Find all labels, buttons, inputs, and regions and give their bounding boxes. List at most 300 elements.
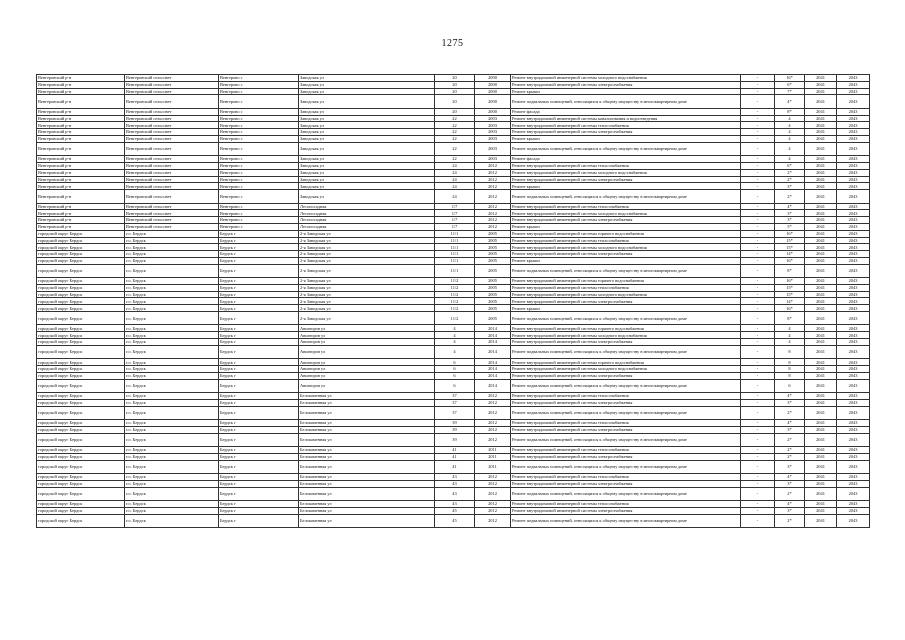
cell-settlement: Венгерово с [219, 217, 299, 224]
cell-house-number: 24 [435, 169, 475, 176]
cell-house-number: 41 [435, 460, 475, 473]
cell-marker: - [741, 122, 775, 129]
cell-municipality: г.о. Бердск [125, 291, 219, 298]
cell-marker: - [741, 183, 775, 190]
cell-street: Заводская ул [299, 176, 435, 183]
cell-estimate: 4 [775, 339, 805, 346]
cell-marker: - [741, 473, 775, 480]
cell-estimate: 4 [775, 156, 805, 163]
cell-year-built: 2003 [475, 142, 511, 155]
cell-street: Белокаменная ул [299, 480, 435, 487]
cell-work-type: Ремонт крыши [511, 257, 741, 264]
cell-year-built: 2005 [475, 257, 511, 264]
cell-estimate: 4 [775, 122, 805, 129]
cell-end-year: 2043 [837, 217, 870, 224]
cell-estimate: 3* [775, 507, 805, 514]
cell-start-year: 2041 [805, 190, 837, 203]
cell-street: Заводская ул [299, 162, 435, 169]
cell-municipality: г.о. Бердск [125, 447, 219, 454]
cell-municipality: г.о. Бердск [125, 406, 219, 419]
cell-house-number: 22 [435, 122, 475, 129]
cell-year-built: 2005 [475, 278, 511, 285]
cell-marker: - [741, 305, 775, 312]
cell-estimate: 3* [775, 217, 805, 224]
cell-district: Венгеровский р-н [37, 129, 125, 136]
table-row [37, 81, 870, 88]
cell-house-number: 39 [435, 426, 475, 433]
cell-marker: - [741, 284, 775, 291]
cell-municipality: г.о. Бердск [125, 298, 219, 305]
cell-work-type: Ремонт подвальных помещений, относящихся к общему имуществу в многоквартирном доме [511, 95, 741, 108]
cell-settlement: Бердск г [219, 264, 299, 277]
cell-street: Лесопосадная [299, 223, 435, 230]
cell-end-year: 2043 [837, 426, 870, 433]
cell-marker: - [741, 514, 775, 527]
cell-work-type: Ремонт подвальных помещений, относящихся к общему имуществу в многоквартирном доме [511, 487, 741, 500]
cell-district: городской округ Бердск [37, 487, 125, 500]
cell-start-year: 2041 [805, 135, 837, 142]
cell-street: Заводская ул [299, 190, 435, 203]
cell-house-number: 4 [435, 345, 475, 358]
cell-municipality: Венгеровский сельсовет [125, 183, 219, 190]
cell-district: Венгеровский р-н [37, 169, 125, 176]
cell-work-type: Ремонт внутридомовой инженерной системы теплоснабжения [511, 162, 741, 169]
cell-estimate: 15* [775, 291, 805, 298]
cell-marker: - [741, 332, 775, 339]
cell-district: городской округ Бердск [37, 284, 125, 291]
cell-start-year: 2041 [805, 366, 837, 373]
cell-work-type: Ремонт внутридомовой инженерной системы теплоснабжения [511, 447, 741, 454]
cell-year-built: 2014 [475, 345, 511, 358]
cell-work-type: Ремонт внутридомовой инженерной системы электроснабжения [511, 217, 741, 224]
cell-start-year: 2041 [805, 379, 837, 392]
cell-end-year: 2043 [837, 278, 870, 285]
cell-start-year: 2041 [805, 122, 837, 129]
table-row [37, 122, 870, 129]
cell-street: Белокаменная ул [299, 500, 435, 507]
table-row [37, 325, 870, 332]
cell-work-type: Ремонт внутридомовой инженерной системы электроснабжения [511, 339, 741, 346]
cell-year-built: 2014 [475, 332, 511, 339]
cell-start-year: 2041 [805, 433, 837, 446]
cell-marker: - [741, 257, 775, 264]
cell-start-year: 2041 [805, 359, 837, 366]
cell-end-year: 2043 [837, 393, 870, 400]
cell-district: городской округ Бердск [37, 393, 125, 400]
cell-district: Венгеровский р-н [37, 142, 125, 155]
cell-start-year: 2041 [805, 230, 837, 237]
cell-house-number: 45 [435, 507, 475, 514]
cell-work-type: Ремонт внутридомовой инженерной системы горячего водоснабжения [511, 359, 741, 366]
cell-work-type: Ремонт внутридомовой инженерной системы теплоснабжения [511, 500, 741, 507]
cell-house-number: 22 [435, 129, 475, 136]
cell-year-built: 2014 [475, 379, 511, 392]
cell-work-type: Ремонт подвальных помещений, относящихся к общему имуществу в многоквартирном доме [511, 142, 741, 155]
cell-municipality: Венгеровский сельсовет [125, 190, 219, 203]
cell-start-year: 2041 [805, 217, 837, 224]
cell-year-built: 2005 [475, 291, 511, 298]
cell-district: Венгеровский р-н [37, 183, 125, 190]
cell-district: Венгеровский р-н [37, 156, 125, 163]
cell-municipality: Венгеровский сельсовет [125, 75, 219, 82]
cell-marker: - [741, 460, 775, 473]
table-row [37, 514, 870, 527]
cell-settlement: Венгерово с [219, 210, 299, 217]
cell-district: городской округ Бердск [37, 298, 125, 305]
cell-settlement: Бердск г [219, 251, 299, 258]
cell-district: городской округ Бердск [37, 447, 125, 454]
cell-work-type: Ремонт внутридомовой инженерной системы холодного водоснабжения [511, 169, 741, 176]
cell-work-type: Ремонт внутридомовой инженерной системы электроснабжения [511, 176, 741, 183]
cell-marker: - [741, 115, 775, 122]
cell-end-year: 2043 [837, 453, 870, 460]
table-row [37, 278, 870, 285]
cell-marker: - [741, 176, 775, 183]
cell-settlement: Венгерово с [219, 162, 299, 169]
cell-estimate: 15* [775, 237, 805, 244]
cell-marker: - [741, 244, 775, 251]
cell-district: Венгеровский р-н [37, 217, 125, 224]
cell-year-built: 2014 [475, 325, 511, 332]
cell-district: Венгеровский р-н [37, 95, 125, 108]
table-row [37, 251, 870, 258]
cell-settlement: Бердск г [219, 399, 299, 406]
cell-end-year: 2043 [837, 399, 870, 406]
cell-marker: - [741, 169, 775, 176]
cell-end-year: 2043 [837, 142, 870, 155]
cell-end-year: 2043 [837, 88, 870, 95]
cell-house-number: 20 [435, 95, 475, 108]
cell-year-built: 2005 [475, 264, 511, 277]
cell-house-number: 1/7 [435, 223, 475, 230]
table-row [37, 500, 870, 507]
cell-marker: - [741, 251, 775, 258]
cell-year-built: 2003 [475, 156, 511, 163]
cell-estimate: 15* [775, 284, 805, 291]
cell-year-built: 2005 [475, 244, 511, 251]
cell-end-year: 2043 [837, 122, 870, 129]
cell-house-number: 24 [435, 190, 475, 203]
cell-end-year: 2043 [837, 359, 870, 366]
cell-work-type: Ремонт подвальных помещений, относящихся к общему имуществу в многоквартирном доме [511, 433, 741, 446]
cell-work-type: Ремонт внутридомовой инженерной системы электроснабжения [511, 372, 741, 379]
cell-house-number: 1/7 [435, 217, 475, 224]
cell-municipality: г.о. Бердск [125, 433, 219, 446]
cell-work-type: Ремонт внутридомовой инженерной системы теплоснабжения [511, 420, 741, 427]
cell-street: Белокаменная ул [299, 433, 435, 446]
cell-estimate: 7* [775, 88, 805, 95]
cell-district: городской округ Бердск [37, 278, 125, 285]
cell-end-year: 2043 [837, 210, 870, 217]
cell-marker: - [741, 142, 775, 155]
cell-year-built: 2000 [475, 108, 511, 115]
cell-street: Авиаторов ул [299, 339, 435, 346]
cell-work-type: Ремонт внутридомовой инженерной системы горячего водоснабжения [511, 325, 741, 332]
cell-settlement: Бердск г [219, 298, 299, 305]
cell-street: Заводская ул [299, 88, 435, 95]
cell-year-built: 2012 [475, 393, 511, 400]
cell-end-year: 2043 [837, 176, 870, 183]
cell-estimate: 6* [775, 162, 805, 169]
cell-marker: - [741, 278, 775, 285]
table-row [37, 460, 870, 473]
cell-house-number: 11/2 [435, 305, 475, 312]
cell-municipality: г.о. Бердск [125, 325, 219, 332]
cell-settlement: Бердск г [219, 284, 299, 291]
cell-start-year: 2041 [805, 332, 837, 339]
cell-street: Заводская ул [299, 183, 435, 190]
cell-year-built: 2005 [475, 284, 511, 291]
cell-start-year: 2041 [805, 460, 837, 473]
cell-marker: - [741, 156, 775, 163]
table-row [37, 217, 870, 224]
cell-estimate: 4 [775, 115, 805, 122]
cell-district: Венгеровский р-н [37, 108, 125, 115]
cell-municipality: г.о. Бердск [125, 305, 219, 312]
cell-settlement: Венгерово с [219, 108, 299, 115]
table-row [37, 291, 870, 298]
cell-marker: - [741, 217, 775, 224]
cell-municipality: г.о. Бердск [125, 366, 219, 373]
cell-settlement: Бердск г [219, 345, 299, 358]
cell-marker: - [741, 108, 775, 115]
cell-settlement: Бердск г [219, 460, 299, 473]
cell-year-built: 2012 [475, 399, 511, 406]
cell-street: Белокаменная ул [299, 460, 435, 473]
cell-marker: - [741, 88, 775, 95]
cell-marker: - [741, 298, 775, 305]
cell-year-built: 2012 [475, 223, 511, 230]
table-row [37, 480, 870, 487]
cell-settlement: Венгерово с [219, 176, 299, 183]
cell-estimate: 16* [775, 278, 805, 285]
cell-street: Белокаменная ул [299, 514, 435, 527]
cell-end-year: 2043 [837, 372, 870, 379]
cell-end-year: 2043 [837, 473, 870, 480]
cell-street: Лесопосадная [299, 203, 435, 210]
cell-municipality: г.о. Бердск [125, 393, 219, 400]
cell-work-type: Ремонт крыши [511, 223, 741, 230]
cell-end-year: 2043 [837, 305, 870, 312]
cell-end-year: 2043 [837, 507, 870, 514]
cell-marker: - [741, 426, 775, 433]
cell-end-year: 2043 [837, 257, 870, 264]
cell-street: Заводская ул [299, 129, 435, 136]
cell-settlement: Бердск г [219, 237, 299, 244]
cell-street: 2-я Заводская ул [299, 257, 435, 264]
cell-start-year: 2041 [805, 399, 837, 406]
cell-street: Авиаторов ул [299, 345, 435, 358]
cell-municipality: г.о. Бердск [125, 372, 219, 379]
cell-marker: - [741, 453, 775, 460]
cell-marker: - [741, 223, 775, 230]
cell-year-built: 2003 [475, 135, 511, 142]
cell-house-number: 43 [435, 487, 475, 500]
cell-street: Заводская ул [299, 142, 435, 155]
cell-estimate: 4 [775, 332, 805, 339]
cell-year-built: 2012 [475, 176, 511, 183]
cell-year-built: 2014 [475, 339, 511, 346]
cell-settlement: Бердск г [219, 366, 299, 373]
cell-municipality: г.о. Бердск [125, 312, 219, 325]
cell-district: городской округ Бердск [37, 500, 125, 507]
table-row [37, 406, 870, 419]
cell-start-year: 2041 [805, 453, 837, 460]
cell-house-number: 22 [435, 142, 475, 155]
cell-year-built: 2012 [475, 500, 511, 507]
cell-house-number: 45 [435, 514, 475, 527]
cell-marker: - [741, 237, 775, 244]
cell-house-number: 11/2 [435, 284, 475, 291]
cell-work-type: Ремонт внутридомовой инженерной системы теплоснабжения [511, 393, 741, 400]
cell-work-type: Ремонт внутридомовой инженерной системы электроснабжения [511, 298, 741, 305]
cell-settlement: Бердск г [219, 514, 299, 527]
cell-start-year: 2041 [805, 108, 837, 115]
cell-estimate: 4* [775, 500, 805, 507]
cell-end-year: 2043 [837, 345, 870, 358]
table-row [37, 453, 870, 460]
cell-marker: - [741, 447, 775, 454]
cell-district: городской округ Бердск [37, 230, 125, 237]
cell-end-year: 2043 [837, 162, 870, 169]
cell-settlement: Венгерово с [219, 95, 299, 108]
cell-district: Венгеровский р-н [37, 176, 125, 183]
cell-house-number: 22 [435, 156, 475, 163]
cell-start-year: 2041 [805, 507, 837, 514]
cell-district: городской округ Бердск [37, 305, 125, 312]
cell-house-number: 6 [435, 359, 475, 366]
cell-municipality: Венгеровский сельсовет [125, 129, 219, 136]
cell-estimate: 5* [775, 223, 805, 230]
cell-estimate: 8 [775, 366, 805, 373]
table-row [37, 230, 870, 237]
cell-marker: - [741, 230, 775, 237]
cell-settlement: Венгерово с [219, 75, 299, 82]
cell-settlement: Бердск г [219, 487, 299, 500]
cell-municipality: Венгеровский сельсовет [125, 169, 219, 176]
cell-end-year: 2043 [837, 312, 870, 325]
table-row [37, 156, 870, 163]
cell-settlement: Бердск г [219, 379, 299, 392]
cell-municipality: г.о. Бердск [125, 359, 219, 366]
table-row [37, 264, 870, 277]
cell-start-year: 2041 [805, 75, 837, 82]
cell-house-number: 11/2 [435, 278, 475, 285]
cell-municipality: г.о. Бердск [125, 257, 219, 264]
cell-settlement: Бердск г [219, 500, 299, 507]
cell-district: городской округ Бердск [37, 399, 125, 406]
cell-house-number: 24 [435, 162, 475, 169]
cell-start-year: 2041 [805, 244, 837, 251]
cell-start-year: 2041 [805, 305, 837, 312]
cell-marker: - [741, 500, 775, 507]
cell-marker: - [741, 339, 775, 346]
cell-street: Авиаторов ул [299, 379, 435, 392]
cell-municipality: Венгеровский сельсовет [125, 203, 219, 210]
cell-house-number: 11/1 [435, 244, 475, 251]
cell-district: городской округ Бердск [37, 379, 125, 392]
cell-settlement: Бердск г [219, 393, 299, 400]
table-row [37, 223, 870, 230]
cell-settlement: Бердск г [219, 312, 299, 325]
table-row [37, 332, 870, 339]
cell-work-type: Ремонт крыши [511, 305, 741, 312]
cell-settlement: Бердск г [219, 325, 299, 332]
cell-settlement: Бердск г [219, 278, 299, 285]
cell-year-built: 2003 [475, 115, 511, 122]
cell-estimate: 8* [775, 312, 805, 325]
cell-settlement: Бердск г [219, 420, 299, 427]
cell-estimate: 8 [775, 372, 805, 379]
table-row [37, 190, 870, 203]
cell-settlement: Бердск г [219, 473, 299, 480]
cell-estimate: 2* [775, 176, 805, 183]
cell-settlement: Бердск г [219, 291, 299, 298]
cell-municipality: г.о. Бердск [125, 339, 219, 346]
cell-estimate: 3* [775, 183, 805, 190]
cell-start-year: 2041 [805, 393, 837, 400]
cell-year-built: 2003 [475, 122, 511, 129]
cell-municipality: г.о. Бердск [125, 284, 219, 291]
cell-settlement: Венгерово с [219, 122, 299, 129]
cell-district: городской округ Бердск [37, 480, 125, 487]
cell-street: Заводская ул [299, 75, 435, 82]
cell-municipality: г.о. Бердск [125, 264, 219, 277]
cell-marker: - [741, 406, 775, 419]
cell-start-year: 2041 [805, 487, 837, 500]
cell-street: Заводская ул [299, 81, 435, 88]
cell-start-year: 2041 [805, 312, 837, 325]
cell-work-type: Ремонт внутридомовой инженерной системы холодного водоснабжения [511, 244, 741, 251]
cell-district: городской округ Бердск [37, 460, 125, 473]
table-row [37, 115, 870, 122]
cell-marker: - [741, 325, 775, 332]
cell-municipality: Венгеровский сельсовет [125, 176, 219, 183]
cell-district: городской округ Бердск [37, 426, 125, 433]
cell-district: городской округ Бердск [37, 339, 125, 346]
cell-work-type: Ремонт подвальных помещений, относящихся к общему имуществу в многоквартирном доме [511, 345, 741, 358]
cell-year-built: 2012 [475, 433, 511, 446]
cell-end-year: 2043 [837, 379, 870, 392]
cell-marker: - [741, 359, 775, 366]
table-row [37, 129, 870, 136]
cell-end-year: 2043 [837, 251, 870, 258]
cell-house-number: 24 [435, 183, 475, 190]
table-row [37, 372, 870, 379]
cell-district: городской округ Бердск [37, 507, 125, 514]
cell-district: городской округ Бердск [37, 420, 125, 427]
cell-settlement: Бердск г [219, 230, 299, 237]
cell-district: городской округ Бердск [37, 237, 125, 244]
cell-work-type: Ремонт внутридомовой инженерной системы теплоснабжения [511, 203, 741, 210]
cell-settlement: Бердск г [219, 244, 299, 251]
cell-marker: - [741, 372, 775, 379]
cell-year-built: 2012 [475, 162, 511, 169]
cell-settlement: Венгерово с [219, 183, 299, 190]
cell-district: городской округ Бердск [37, 345, 125, 358]
cell-house-number: 11/1 [435, 264, 475, 277]
cell-municipality: г.о. Бердск [125, 453, 219, 460]
cell-estimate: 4* [775, 95, 805, 108]
cell-year-built: 2012 [475, 420, 511, 427]
cell-house-number: 11/1 [435, 257, 475, 264]
cell-house-number: 43 [435, 500, 475, 507]
cell-settlement: Бердск г [219, 305, 299, 312]
cell-settlement: Венгерово с [219, 129, 299, 136]
cell-estimate: 4* [775, 420, 805, 427]
cell-street: Авиаторов ул [299, 359, 435, 366]
cell-marker: - [741, 95, 775, 108]
